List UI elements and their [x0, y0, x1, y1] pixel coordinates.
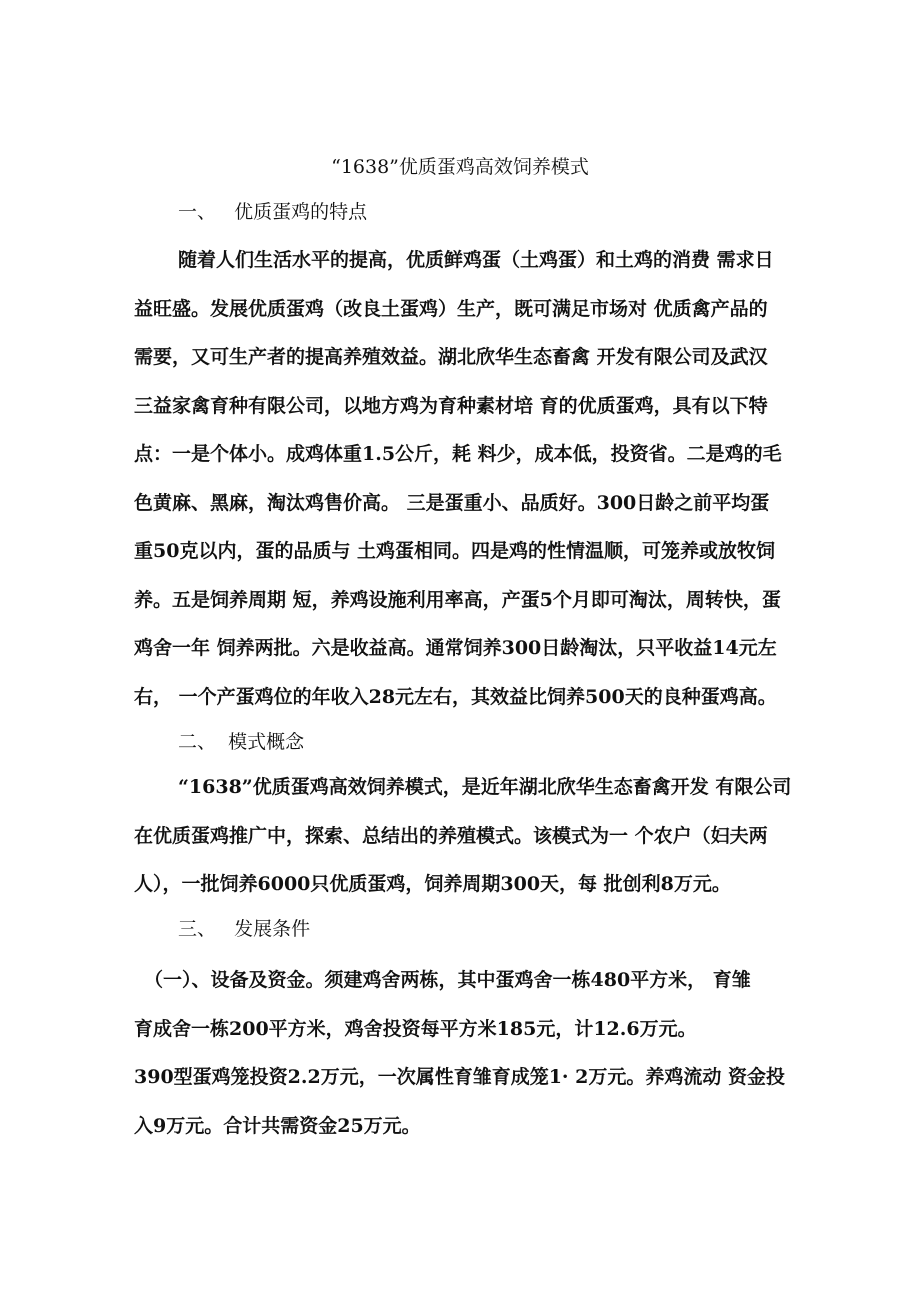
- paragraph-line: 在优质蛋鸡推广中，探索、总结出的养殖模式。该模式为一 个农户（妇夫两: [134, 824, 768, 847]
- paragraph-concept: [134, 763, 794, 909]
- paragraph-line: 益旺盛。发展优质蛋鸡（改良土蛋鸡）生产，既可满足市场对 优质禽产品的: [134, 297, 768, 320]
- paragraph-line: 重50克以内，蛋的品质与 土鸡蛋相同。四是鸡的性情温顺，可笼养或放牧饲: [134, 540, 776, 562]
- paragraph-line: 右， 一个产蛋鸡位的年收入28元左右，其效益比饲养500天的良种蛋鸡高。: [134, 685, 777, 708]
- paragraph-features: [134, 236, 794, 721]
- paragraph-line: 随着人们生活水平的提高，优质鲜鸡蛋（土鸡蛋）和土鸡的消费 需求日: [178, 249, 774, 271]
- paragraph-line: 育成舍一栋200平方米，鸡舍投资每平方米185元，计12.6万元。: [134, 1017, 697, 1040]
- paragraph-line: 390型蛋鸡笼投资2.2万元，一次属性育雏育成笼1· 2万元。养鸡流动 资金投: [134, 1066, 786, 1088]
- paragraph-line: 色黄麻、黑麻，淘汰鸡售价高。 三是蛋重小、品质好。300日龄之前平均蛋: [134, 491, 770, 514]
- paragraph-line: 三益家禽育种有限公司，以地方鸡为育种素材培 育的优质蛋鸡，具有以下特: [134, 394, 768, 417]
- paragraph-line: （一）、设备及资金。须建鸡舍两栋，其中蛋鸡舍一栋480平方米， 育雏: [144, 969, 751, 991]
- paragraph-line: 人），一批饲养6000只优质蛋鸡，饲养周期300天，每 批创利8万元。: [134, 873, 731, 895]
- paragraph-line: 需要，又可生产者的提高养殖效益。湖北欣华生态畜禽 开发有限公司及武汉: [134, 346, 768, 368]
- paragraph-line: 鸡舍一年 饲养两批。六是收益高。通常饲养300日龄淘汰，只平收益14元左: [134, 637, 777, 659]
- paragraph-line: “1638”优质蛋鸡高效饲养模式，是近年湖北欣华生态畜禽开发 有限公司: [178, 776, 792, 798]
- section-heading-concept: 二、 模式概念: [178, 731, 305, 753]
- paragraph-line: 点：一是个体小。成鸡体重1.5公斤，耗 料少，成本低，投资省。二是鸡的毛: [134, 443, 782, 465]
- paragraph-equipment: [134, 956, 794, 1053]
- section-heading-features: 一、 优质蛋鸡的特点: [178, 201, 368, 223]
- document-title: “1638”优质蛋鸡高效饲养模式: [331, 156, 589, 178]
- section-heading-conditions: 三、 发展条件: [178, 918, 311, 940]
- paragraph-funding: [134, 1053, 794, 1150]
- paragraph-line: 入9万元。合计共需资金25万元。: [134, 1114, 421, 1137]
- paragraph-line: 养。五是饲养周期 短，养鸡设施利用率高，产蛋5个月即可淘汰，周转快，蛋: [134, 588, 781, 611]
